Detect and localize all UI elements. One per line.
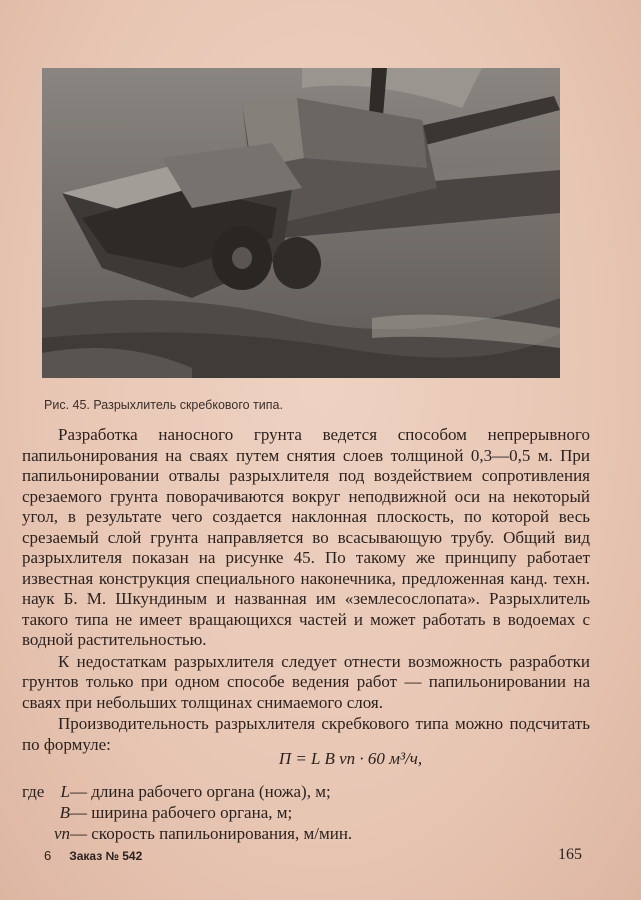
figure-photo <box>42 68 560 378</box>
paragraph-3: Производительность разрыхлителя скребкового типа можно подсчитать по формуле: <box>22 714 590 754</box>
definition-row <box>22 823 582 844</box>
definition-symbol: vп <box>53 824 70 843</box>
scraper-photo-illustration <box>42 68 560 378</box>
definition-row <box>22 802 582 823</box>
paragraph-1: Разработка наносного грунта ведется способом непрерывного папильонирования на сваях путем снятия слоев толщиной 0,3—0,5 м. При папильонировании отвалы разрыхлителя под воздействием сопротивления срезаемого грунта поворачиваются вокруг неподвижной оси на некоторый угол, в результате чего создается наклонная плоскость, по которой весь срезаемый слой грунта направляется во всасывающую трубу. Общий вид разрыхлителя показан на рисунке 45. По такому же принципу работает известная конструкция специального наконечника, предложенная канд. техн. наук Б. М. Шкундиным и названная им «землесослопата». Разрыхлитель такого типа не имеет вращающихся частей и может работать в водоемах с водной растительностью. <box>22 425 590 649</box>
figure-caption: Рис. 45. Разрыхлитель скребкового типа. <box>44 398 283 412</box>
definition-symbol: L <box>60 782 70 801</box>
page-number: 165 <box>558 846 582 863</box>
formula: П = L B vп · 60 м³/ч, <box>278 749 423 768</box>
definition-symbol: B <box>59 803 70 822</box>
definition-text: — длина рабочего органа (ножа), м; <box>70 782 331 801</box>
page-footer <box>44 848 142 863</box>
definitions-list <box>22 781 582 844</box>
signature-mark: 6 <box>44 848 52 863</box>
paragraph-2: К недостаткам разрыхлителя следует отнести возможность разработки грунтов только при одном способе ведения работ — папильонировании на сваях при небольших толщинах снимаемого слоя. <box>22 651 590 712</box>
print-order: Заказ № 542 <box>69 849 143 863</box>
definition-prefix: где <box>22 782 45 801</box>
definition-text: — ширина рабочего органа, м; <box>70 803 293 822</box>
definition-text: — скорость папильонирования, м/мин. <box>70 824 353 843</box>
definition-row <box>22 781 582 802</box>
body-text <box>22 425 590 755</box>
